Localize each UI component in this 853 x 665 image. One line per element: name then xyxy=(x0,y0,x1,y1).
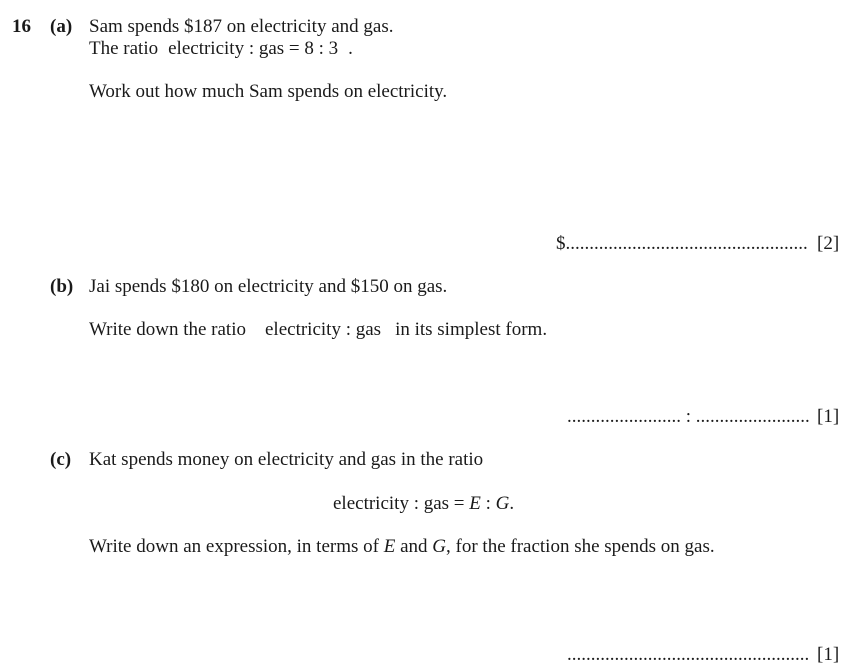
part-b-label: (b) xyxy=(50,276,74,297)
question-number: 16 xyxy=(12,16,31,37)
part-c-ratio xyxy=(333,494,514,513)
part-b-statement: Jai spends $180 on electricity and $150 on gas. xyxy=(89,276,448,297)
part-a-answer-line[interactable] xyxy=(556,234,808,253)
part-b-answer-right: ........................ xyxy=(695,406,810,427)
part-a-ratio-line xyxy=(89,39,353,58)
part-c-ratio-e: E xyxy=(469,493,481,514)
part-c-statement: Kat spends money on electricity and gas in the ratio xyxy=(89,449,484,470)
part-a-ratio-end: . xyxy=(348,38,353,59)
part-c-instr-1: Write down an expression, in terms of xyxy=(89,536,384,557)
part-c-label: (c) xyxy=(50,449,72,470)
part-a-marks: [2] xyxy=(817,233,840,254)
part-c-ratio-text: electricity : gas = xyxy=(333,493,470,514)
part-b-instr-ratio: electricity : gas xyxy=(265,319,382,340)
part-c-marks: [1] xyxy=(817,644,840,665)
part-b-answer-colon: : xyxy=(685,406,692,427)
part-a-answer-dots: ................................................... xyxy=(565,233,808,254)
part-c-ratio-g: G xyxy=(495,493,510,514)
part-b-answer-line[interactable] xyxy=(567,407,810,426)
part-b-instruction xyxy=(89,320,547,339)
part-a-label: (a) xyxy=(50,16,73,37)
part-a-statement: Sam spends $187 on electricity and gas. xyxy=(89,16,394,37)
part-c-instr-e: E xyxy=(383,536,396,557)
part-c-ratio-end: . xyxy=(509,493,515,514)
part-b-marks: [1] xyxy=(817,406,840,427)
part-b-answer-left: ........................ xyxy=(567,406,681,427)
part-b-instr-start: Write down the ratio xyxy=(89,319,246,340)
part-a-answer-prefix: $ xyxy=(556,233,566,254)
part-b-instr-end: in its simplest form. xyxy=(395,319,548,340)
part-c-ratio-sep: : xyxy=(480,493,496,514)
part-c-answer-line[interactable]: ................................................... xyxy=(567,644,810,665)
part-c-instruction xyxy=(89,537,715,556)
part-a-ratio-intro: The ratio xyxy=(89,38,159,59)
part-c-instr-2: and xyxy=(395,536,433,557)
part-a-ratio: electricity : gas = 8 : 3 xyxy=(168,38,339,59)
part-c-instr-g: G xyxy=(432,536,447,557)
part-a-instruction: Work out how much Sam spends on electricity. xyxy=(89,81,448,102)
part-c-instr-3: , for the fraction she spends on gas. xyxy=(446,536,715,557)
